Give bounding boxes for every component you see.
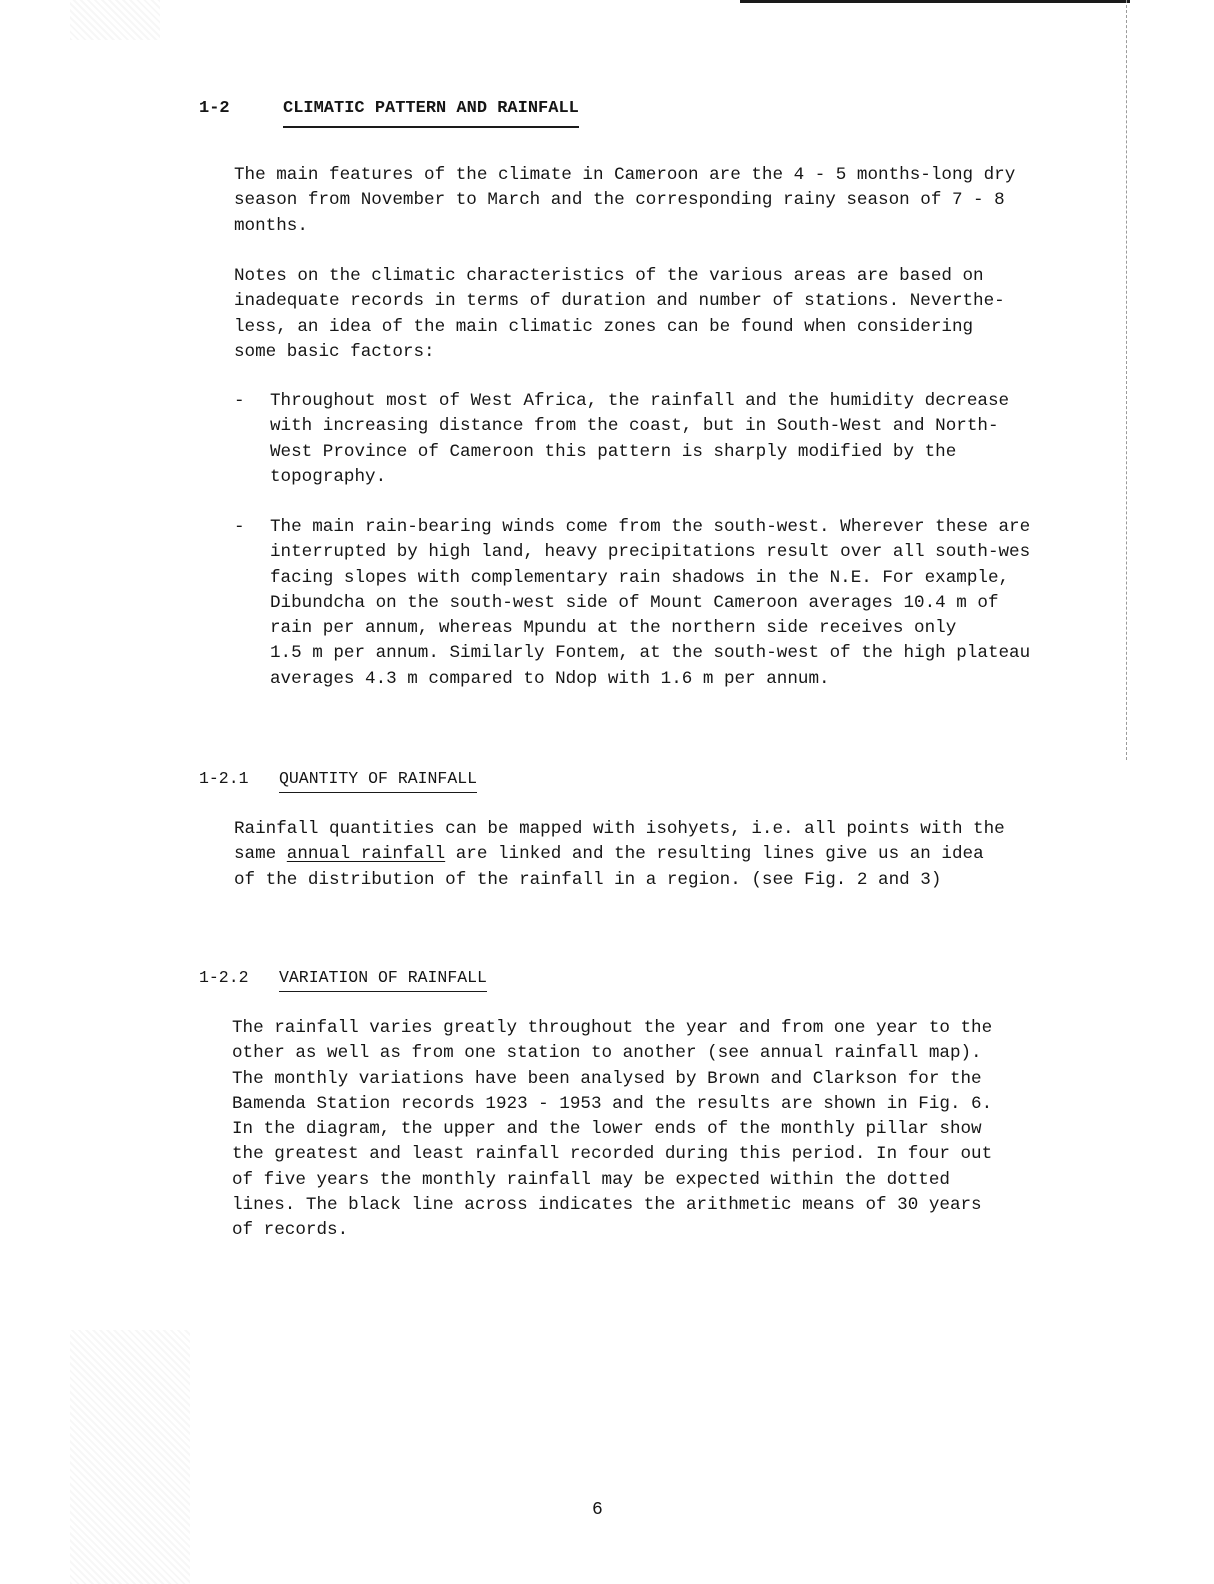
variation-paragraph: The rainfall varies greatly throughout the year and from one year to the other as well as from one station to another (see annual rainfall map). The monthly variations have been analysed by Brown and Clarkson for the Bamenda Station records 1923 - 1953 and the results are shown in Fig. 6. In the diagram, the upper and the lower ends of the monthly pillar show the greatest and least rainfall recorded during this period. In four out of five years the monthly rainfall may be expected within the dotted lines. The black line across indicates the arithmetic means of 30 years of records. bbox=[232, 1018, 993, 1241]
scan-shading-bottom bbox=[70, 1330, 190, 1584]
page-top-rule bbox=[740, 0, 1130, 3]
scan-shading-top bbox=[70, 0, 160, 40]
quantity-line-2-start: same bbox=[234, 844, 287, 865]
quantity-paragraph bbox=[234, 817, 1005, 893]
intro-paragraph: The main features of the climate in Cameroon are the 4 - 5 months-long dry season from November to March and the corresponding rainy season of 7 - 8 months. bbox=[234, 165, 1016, 236]
quantity-line-2-end: are linked and the resulting lines give us an idea bbox=[445, 844, 984, 865]
bullet-text: The main rain-bearing winds come from the south-west. Wherever these are interrupted by high land, heavy precipitations result over all south-wes facing slopes with complementary rain shadows in the N.E. For example, Dibundcha on the south-west side of Mount Cameroon averages 10.4 m of rain per annum, whereas Mpundu at the northern side receives only 1.5 m per annum. Similarly Fontem, at the south-west of the high plateau averages 4.3 m compared to Ndop with 1.6 m per annum. bbox=[270, 517, 1031, 689]
subsection-title: QUANTITY OF RAINFALL bbox=[279, 768, 477, 793]
subsection-number: 1-2.1 bbox=[199, 769, 249, 788]
subsection-title: VARIATION OF RAINFALL bbox=[279, 967, 487, 992]
annual-rainfall-term: annual rainfall bbox=[286, 844, 446, 865]
notes-paragraph: Notes on the climatic characteristics of the various areas are based on inadequate records in terms of duration and number of stations. Neverthe- less, an idea of the main climatic zones can be found when considering some basic factors: bbox=[234, 266, 1005, 362]
bullet-marker: - bbox=[234, 517, 245, 537]
bullet-marker: - bbox=[234, 391, 245, 411]
subsection-heading-variation bbox=[199, 967, 539, 997]
bullet-text: Throughout most of West Africa, the rainfall and the humidity decrease with increasing distance from the coast, but in South-West and North- West Province of Cameroon this pattern is sharply modified by the topography. bbox=[270, 391, 1010, 487]
section-heading bbox=[199, 98, 639, 138]
page-right-margin-line bbox=[1126, 0, 1127, 760]
section-title: CLIMATIC PATTERN AND RAINFALL bbox=[283, 98, 579, 128]
section-number: 1-2 bbox=[199, 99, 230, 118]
quantity-line-1: Rainfall quantities can be mapped with isohyets, i.e. all points with the bbox=[234, 819, 1005, 839]
subsection-heading-quantity bbox=[199, 768, 529, 798]
page-number: 6 bbox=[592, 1500, 603, 1520]
subsection-number: 1-2.2 bbox=[199, 968, 249, 987]
quantity-line-3: of the distribution of the rainfall in a region. (see Fig. 2 and 3) bbox=[234, 869, 942, 890]
quantity-line-2 bbox=[234, 842, 1005, 867]
